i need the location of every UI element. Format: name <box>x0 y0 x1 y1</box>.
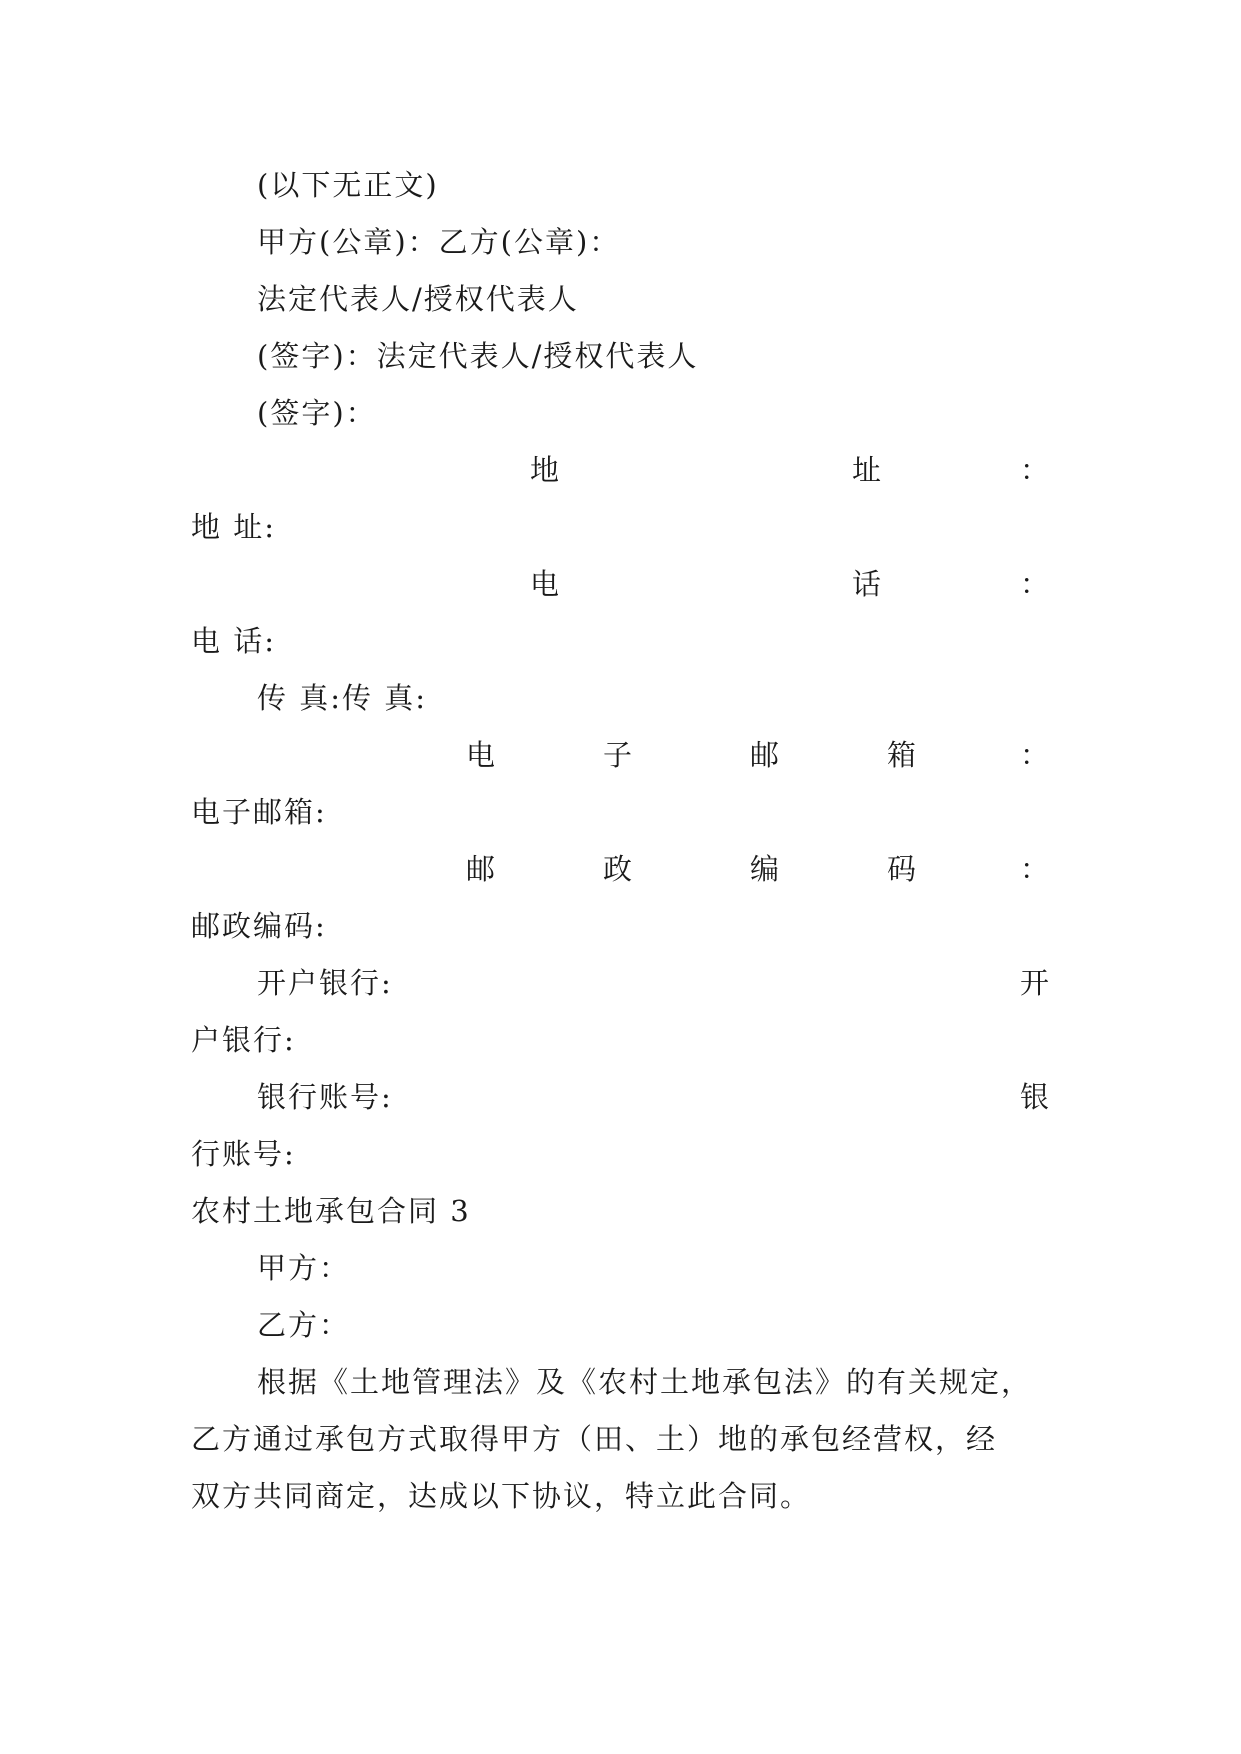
bank-line <box>257 963 1051 1003</box>
account-label: 银行账号: <box>257 1080 393 1114</box>
paragraph-line-2: 乙方通过承包方式取得甲方（田、土）地的承包经营权，经 <box>191 1422 998 1456</box>
signature-line: (签字)： <box>257 396 377 430</box>
contract-title: 农村土地承包合同 3 <box>191 1194 471 1228</box>
email-row <box>466 735 1051 775</box>
address-colon: ： <box>1019 453 1051 487</box>
phone-colon: ： <box>1019 567 1051 601</box>
bank-line-end: 开 <box>1019 966 1051 1000</box>
postcode-char-1: 邮 <box>466 852 498 886</box>
address-char-1: 地 <box>530 453 562 487</box>
phone-row <box>530 564 1051 604</box>
postcode-cont: 邮政编码: <box>191 909 327 943</box>
no-body-note: (以下无正文) <box>257 168 439 202</box>
bank-label: 开户银行: <box>257 966 393 1000</box>
email-char-2: 子 <box>603 738 635 772</box>
email-char-4: 箱 <box>887 738 919 772</box>
email-char-1: 电 <box>466 738 498 772</box>
address-cont: 地 址: <box>191 510 276 544</box>
address-row <box>530 450 1051 490</box>
postcode-char-4: 码 <box>887 852 919 886</box>
postcode-char-3: 编 <box>750 852 782 886</box>
phone-char-1: 电 <box>530 567 562 601</box>
paragraph-line-1: 根据《土地管理法》及《农村土地承包法》的有关规定， <box>257 1365 1033 1399</box>
email-char-3: 邮 <box>750 738 782 772</box>
postcode-colon: ： <box>1019 852 1051 886</box>
postcode-row <box>466 849 1051 889</box>
account-line <box>257 1077 1051 1117</box>
fax-line: 传 真:传 真: <box>257 681 427 715</box>
bank-cont: 户银行: <box>191 1023 296 1057</box>
representative-line: 法定代表人/授权代表人 <box>257 282 579 316</box>
seal-line: 甲方(公章)：乙方(公章)： <box>257 225 621 259</box>
phone-char-2: 话 <box>852 567 884 601</box>
party-a-label: 甲方： <box>257 1251 351 1285</box>
postcode-char-2: 政 <box>603 852 635 886</box>
signature-representative-line: (签字)：法定代表人/授权代表人 <box>257 339 699 373</box>
email-colon: ： <box>1019 738 1051 772</box>
party-b-label: 乙方： <box>257 1308 351 1342</box>
email-cont: 电子邮箱: <box>191 795 327 829</box>
paragraph-line-3: 双方共同商定，达成以下协议，特立此合同。 <box>191 1479 812 1513</box>
account-cont: 行账号: <box>191 1137 296 1171</box>
phone-cont: 电 话: <box>191 624 276 658</box>
account-line-end: 银 <box>1019 1080 1051 1114</box>
address-char-2: 址 <box>852 453 884 487</box>
